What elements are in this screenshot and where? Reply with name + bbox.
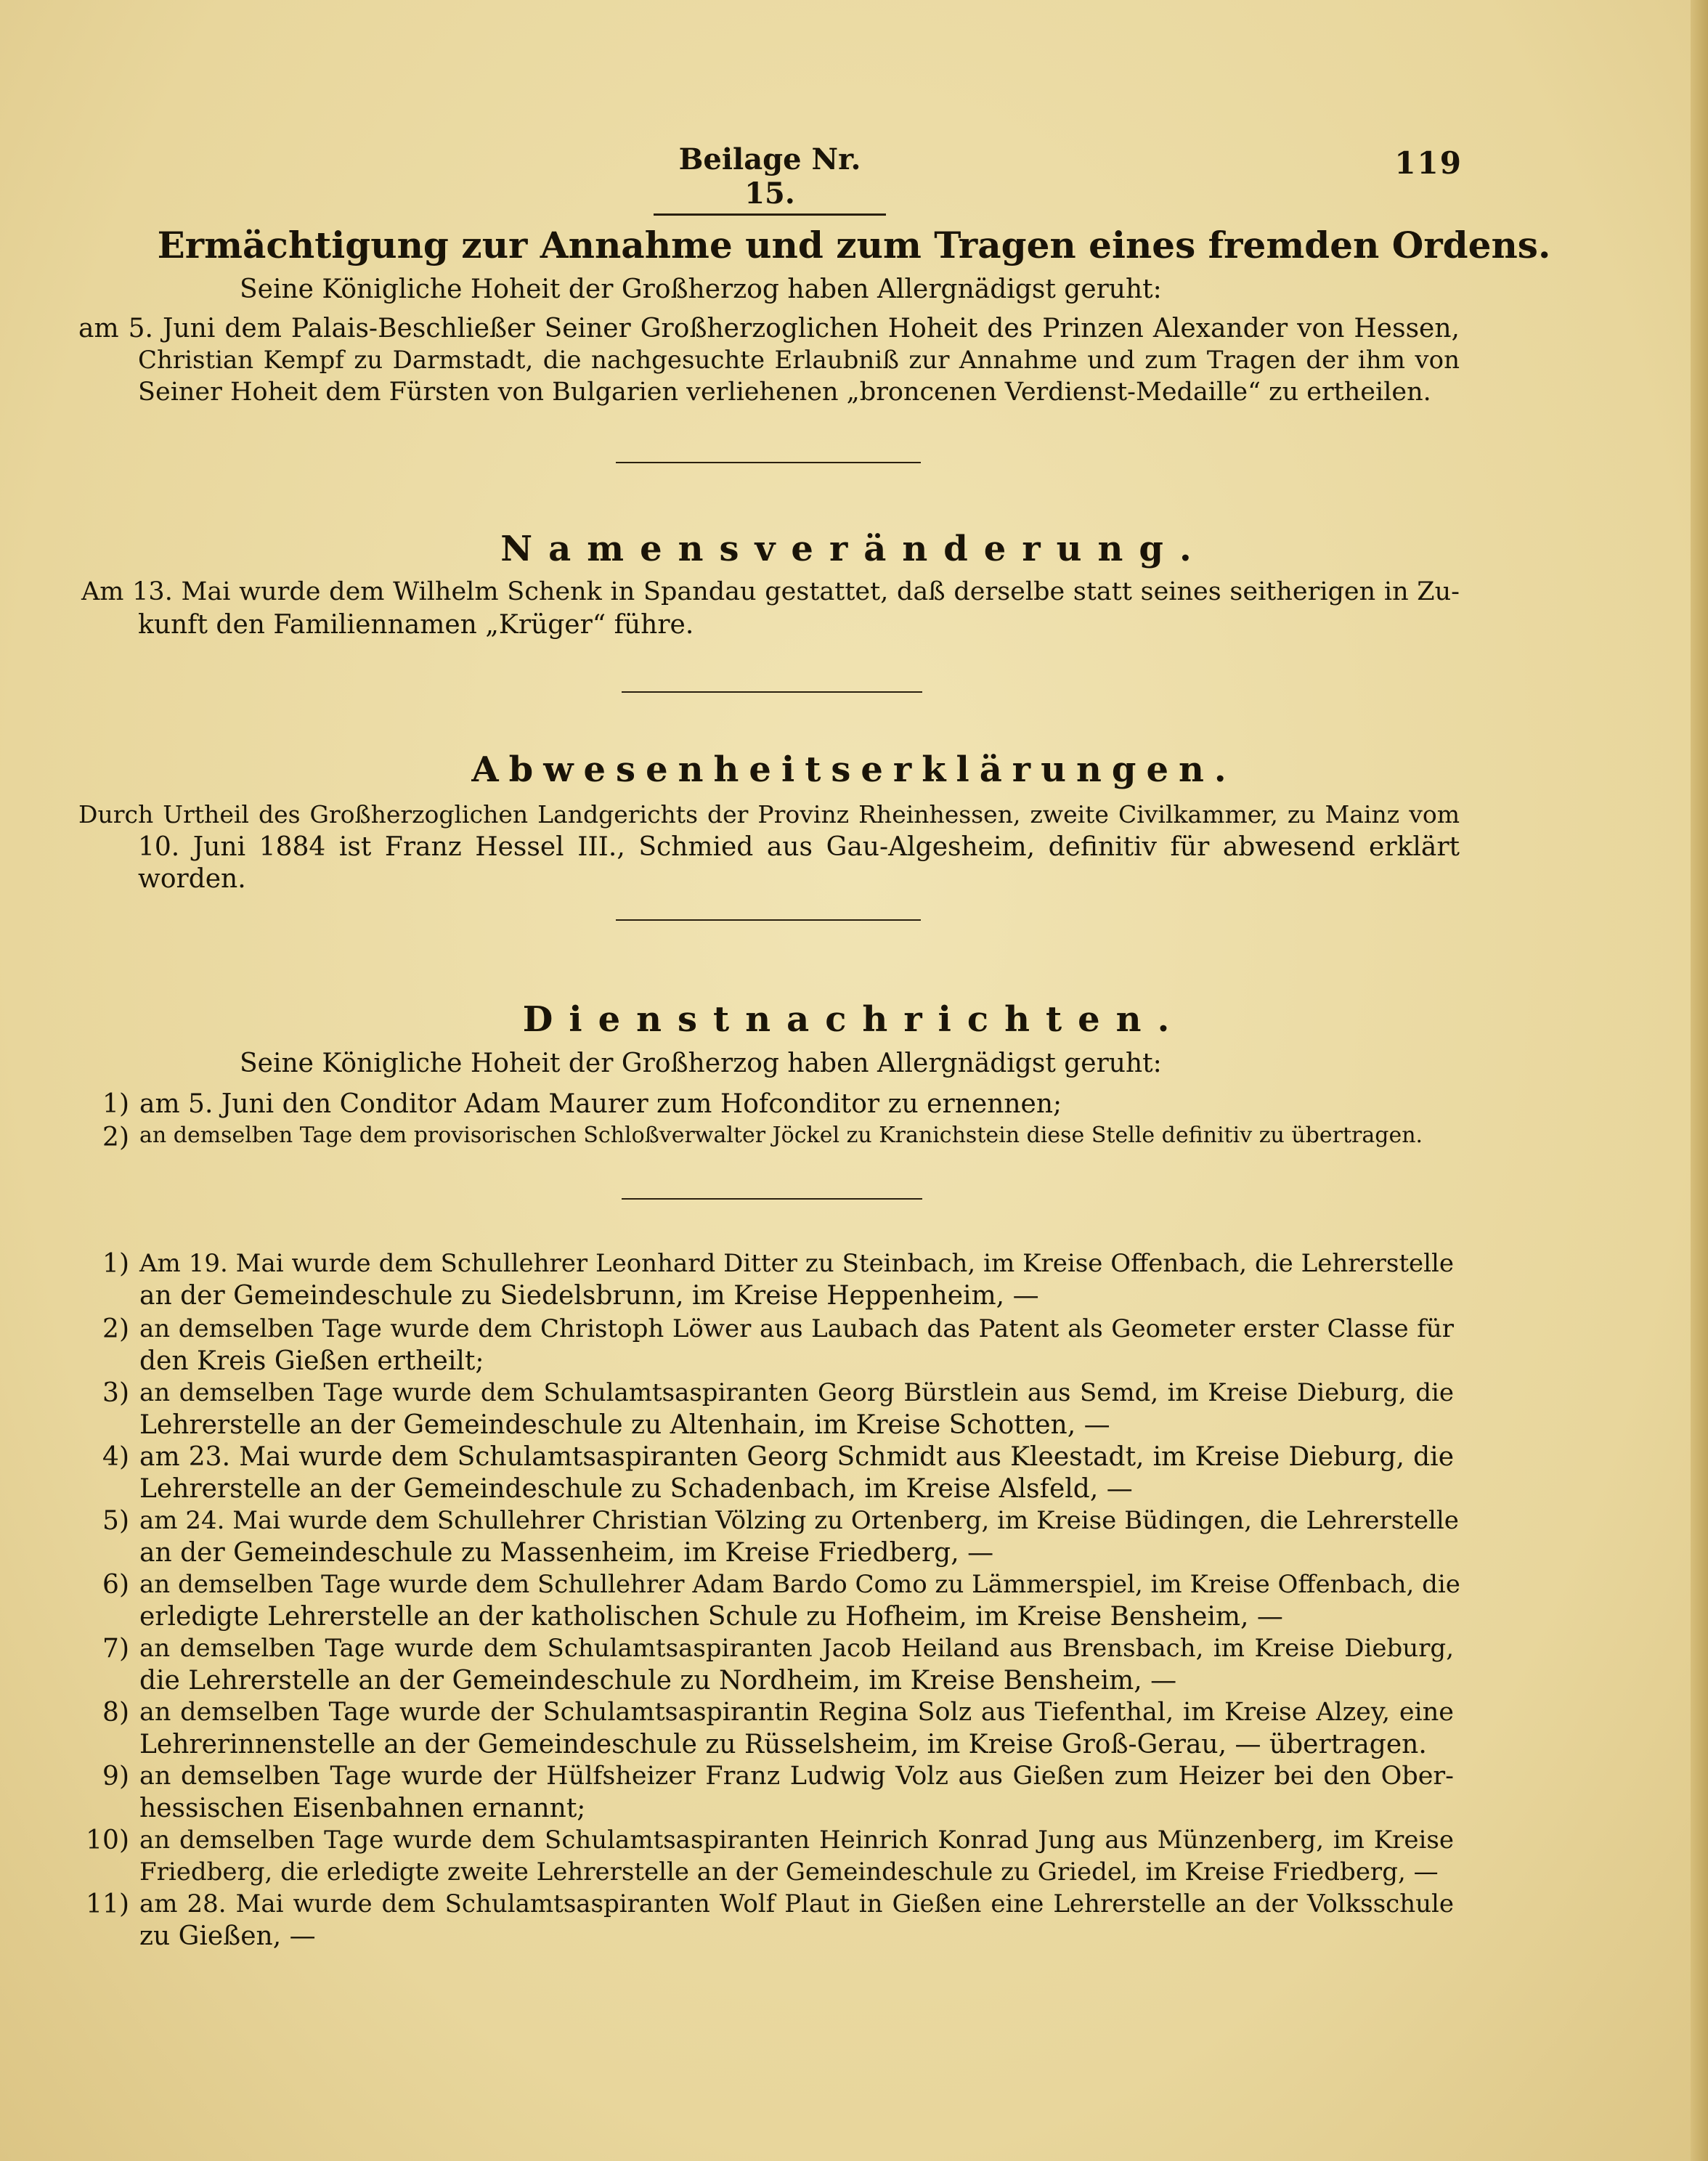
list-item-line: Lehrerstelle an der Gemeindeschule zu Altenhain, im Kreise Schotten, — <box>139 1410 1110 1440</box>
list-number: 1) <box>102 1249 129 1279</box>
text-line: kunft den Familiennamen „Krüger“ führe. <box>138 610 694 640</box>
list-number: 7) <box>102 1634 129 1664</box>
list-item-line: an demselben Tage wurde dem Schullehrer Adam Bardo Como zu Lämmerspiel, im Kreise Offenbach, die <box>139 1570 1460 1599</box>
list-item-line: an der Gemeindeschule zu Massenheim, im Kreise Friedberg, — <box>139 1538 994 1568</box>
text-line: 10. Juni 1884 ist Franz Hessel III., Schmied aus Gau-Algesheim, definitiv für abwesend erklärt <box>138 832 1460 862</box>
list-item-line: an demselben Tage wurde der Hülfsheizer Franz Ludwig Volz aus Gießen zum Heizer bei den Ober- <box>139 1762 1454 1791</box>
list-item-line: zu Gießen, — <box>139 1921 316 1951</box>
list-item-line: an demselben Tage wurde dem Christoph Löwer aus Laubach das Patent als Geometer erster Classe für <box>139 1314 1454 1343</box>
section-divider <box>622 691 922 693</box>
list-item-line: den Kreis Gießen ertheilt; <box>139 1346 484 1376</box>
list-item-line: am 24. Mai wurde dem Schullehrer Christian Völzing zu Ortenberg, im Kreise Büdingen, die Lehrerstelle <box>139 1506 1459 1535</box>
text-line: Seiner Hoheit dem Fürsten von Bulgarien verliehenen „broncenen Verdienst-Medaille“ zu ertheilen. <box>138 378 1431 407</box>
list-number: 10) <box>86 1826 129 1855</box>
list-item-line: an demselben Tage wurde dem Schulamtsaspiranten Jacob Heiland aus Brensbach, im Kreise Dieburg, <box>139 1634 1454 1663</box>
text-line: worden. <box>138 864 246 894</box>
section-intro: Seine Königliche Hoheit der Großherzog haben Allergnädigst geruht: <box>240 274 1162 304</box>
list-item-line: an der Gemeindeschule zu Siedelsbrunn, im Kreise Heppenheim, — <box>139 1281 1039 1311</box>
section-heading-absence: Abwesenheitserklärungen. <box>471 749 1237 790</box>
list-item-line: an demselben Tage wurde dem Schulamtsaspiranten Heinrich Konrad Jung aus Münzenberg, im Kreise <box>139 1826 1454 1855</box>
text-line: Am 13. Mai wurde dem Wilhelm Schenk in Spandau gestattet, daß derselbe statt seines seitherigen in Zu- <box>81 577 1460 606</box>
list-item-line: an demselben Tage wurde dem Schulamtsaspiranten Georg Bürstlein aus Semd, im Kreise Dieburg, die <box>139 1378 1454 1407</box>
section-divider <box>616 462 921 463</box>
list-number: 8) <box>102 1698 129 1727</box>
text-line: am 5. Juni dem Palais-Beschließer Seiner Großherzoglichen Hoheit des Prinzen Alexander von Hessen, <box>78 314 1460 343</box>
list-number: 9) <box>102 1762 129 1791</box>
list-item-line: hessischen Eisenbahnen ernannt; <box>139 1794 586 1823</box>
page-edge <box>1691 0 1708 2161</box>
section-divider <box>616 919 921 921</box>
text-line: Durch Urtheil des Großherzoglichen Landgerichts der Provinz Rheinhessen, zweite Civilkammer, zu Mainz vom <box>78 800 1460 829</box>
list-number: 3) <box>102 1378 129 1408</box>
section-heading-service-news: Dienstnachrichten. <box>522 999 1186 1040</box>
list-item-line: die Lehrerstelle an der Gemeindeschule zu Nordheim, im Kreise Bensheim, — <box>139 1666 1177 1696</box>
list-number: 1) <box>102 1089 129 1119</box>
page-number: 119 <box>1394 145 1463 181</box>
list-item-line: erledigte Lehrerstelle an der katholischen Schule zu Hofheim, im Kreise Bensheim, — <box>139 1602 1283 1632</box>
list-number: 2) <box>102 1314 129 1344</box>
list-item-line: Lehrerstelle an der Gemeindeschule zu Schadenbach, im Kreise Alsfeld, — <box>139 1474 1133 1504</box>
list-item-line: Am 19. Mai wurde dem Schullehrer Leonhard Ditter zu Steinbach, im Kreise Offenbach, die Lehrerstelle <box>139 1249 1454 1278</box>
list-number: 4) <box>102 1442 129 1472</box>
list-number: 5) <box>102 1506 129 1536</box>
list-item-line: am 28. Mai wurde dem Schulamtsaspiranten Wolf Plaut in Gießen eine Lehrerstelle an der Volksschule <box>139 1889 1454 1918</box>
list-item-line: Lehrerinnenstelle an der Gemeindeschule zu Rüsselsheim, im Kreise Groß-Gerau, — übertragen. <box>139 1730 1427 1759</box>
list-item-line: Friedberg, die erledigte zweite Lehrerstelle an der Gemeindeschule zu Griedel, im Kreise Friedberg, — <box>139 1857 1439 1887</box>
list-item: am 5. Juni den Conditor Adam Maurer zum Hofconditor zu ernennen; <box>139 1089 1062 1119</box>
section-intro: Seine Königliche Hoheit der Großherzog haben Allergnädigst geruht: <box>240 1049 1162 1078</box>
page-header-title: Beilage Nr. 15. <box>654 142 886 216</box>
text-line: Christian Kempf zu Darmstadt, die nachgesuchte Erlaubniß zur Annahme und zum Tragen der ihm von <box>138 346 1460 375</box>
list-number: 11) <box>86 1889 129 1919</box>
list-item: an demselben Tage dem provisorischen Schloßverwalter Jöckel zu Kranichstein diese Stelle definitiv zu übertragen. <box>139 1123 1423 1148</box>
section-heading-order: Ermächtigung zur Annahme und zum Tragen eines fremden Ordens. <box>157 224 1551 266</box>
list-item-line: am 23. Mai wurde dem Schulamtsaspiranten Georg Schmidt aus Kleestadt, im Kreise Dieburg, die <box>139 1442 1454 1472</box>
section-heading-name-change: Namensveränderung. <box>500 529 1208 569</box>
list-item-line: an demselben Tage wurde der Schulamtsaspirantin Regina Solz aus Tiefenthal, im Kreise Alzey, eine <box>139 1698 1454 1727</box>
list-number: 6) <box>102 1570 129 1600</box>
section-divider <box>622 1198 922 1200</box>
list-number: 2) <box>102 1123 129 1152</box>
